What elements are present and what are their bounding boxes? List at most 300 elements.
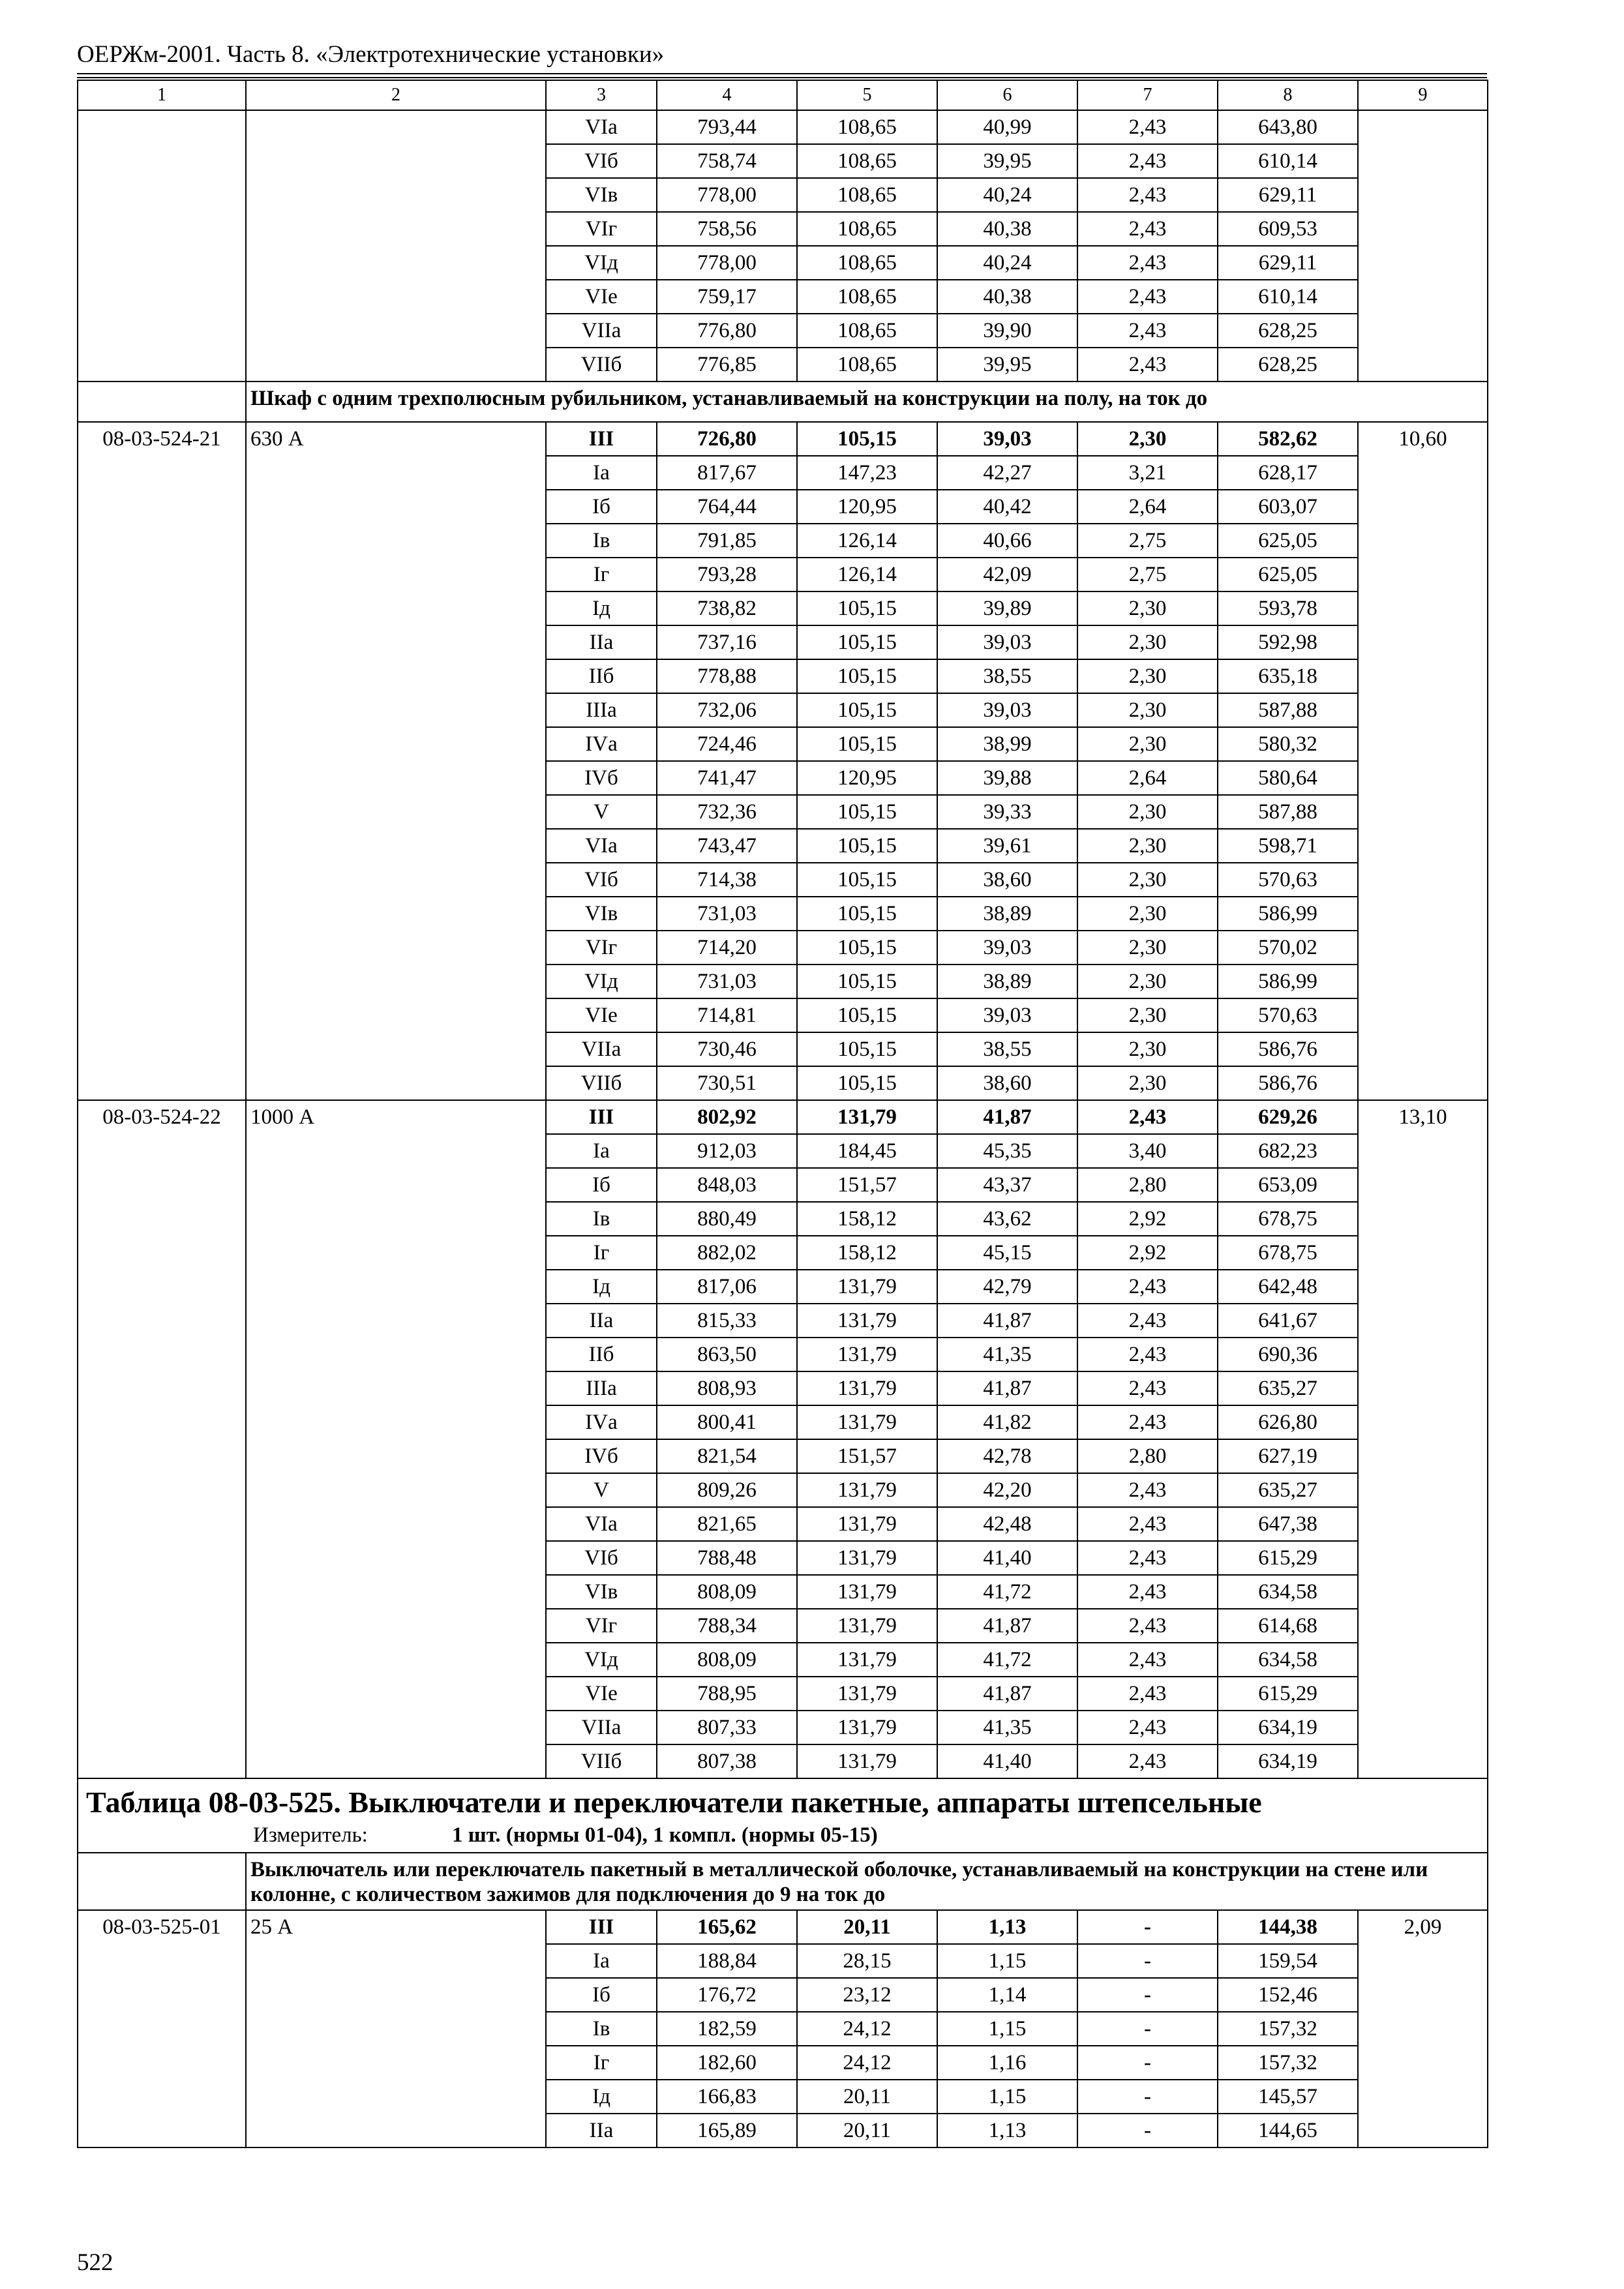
value-col6: 1,15 [937, 2012, 1077, 2046]
value-col4: 188,84 [657, 1944, 797, 1978]
value-col7: 3,40 [1077, 1134, 1218, 1168]
value-col7: 2,30 [1077, 829, 1218, 863]
name-cell: 630 А [246, 422, 546, 1100]
value-col4: 724,46 [657, 727, 797, 761]
value-col8: 634,58 [1218, 1575, 1358, 1609]
variant-cell: VIв [546, 178, 657, 212]
value-col8: 152,46 [1218, 1978, 1358, 2012]
page-header: ОЕРЖм-2001. Часть 8. «Электротехнические установки» [77, 41, 665, 68]
value-col4: 776,80 [657, 314, 797, 348]
variant-cell: VIв [546, 897, 657, 931]
variant-cell: Iг [546, 2046, 657, 2080]
table-title: Таблица 08-03-525. Выключатели и переключатели пакетные, аппараты штепсельные [86, 1786, 1262, 1819]
value-col7: - [1077, 1944, 1218, 1978]
variant-cell: VIг [546, 212, 657, 246]
value-col5: 131,79 [797, 1304, 937, 1338]
value-col7: - [1077, 2080, 1218, 2114]
value-col5: 28,15 [797, 1944, 937, 1978]
value-col4: 808,93 [657, 1371, 797, 1405]
value-col8: 682,23 [1218, 1134, 1358, 1168]
value-col4: 882,02 [657, 1236, 797, 1270]
value-col6: 39,03 [937, 422, 1077, 456]
value-col5: 108,65 [797, 110, 937, 144]
table-row [78, 422, 1488, 456]
value-col4: 809,26 [657, 1473, 797, 1507]
value-col7: 2,43 [1077, 1541, 1218, 1575]
value-col5: 20,11 [797, 1910, 937, 1944]
variant-cell: Iд [546, 2080, 657, 2114]
value-col8: 580,64 [1218, 761, 1358, 795]
value-col8: 642,48 [1218, 1270, 1358, 1304]
value-col8: 587,88 [1218, 795, 1358, 829]
table-row [78, 1100, 1488, 1134]
value-col7: 2,75 [1077, 558, 1218, 591]
value-col6: 41,40 [937, 1744, 1077, 1778]
value-col5: 147,23 [797, 456, 937, 490]
value-col4: 165,89 [657, 2114, 797, 2147]
value-col8: 615,29 [1218, 1677, 1358, 1711]
value-col6: 39,03 [937, 625, 1077, 659]
value-col7: 2,43 [1077, 1473, 1218, 1507]
variant-cell: VIд [546, 965, 657, 998]
value-col4: 166,83 [657, 2080, 797, 2114]
value-col7: 2,30 [1077, 1066, 1218, 1100]
value-col8: 647,38 [1218, 1507, 1358, 1541]
value-col7: 2,43 [1077, 314, 1218, 348]
value-col7: - [1077, 1910, 1218, 1944]
value-col6: 41,87 [937, 1100, 1077, 1134]
value-col6: 38,55 [937, 659, 1077, 693]
value-col5: 105,15 [797, 422, 937, 456]
variant-cell: Iа [546, 1134, 657, 1168]
value-col5: 158,12 [797, 1202, 937, 1236]
code-cell: 08-03-524-21 [78, 422, 246, 1100]
value-col8: 570,63 [1218, 863, 1358, 897]
value-col7: 2,30 [1077, 863, 1218, 897]
value-col7: 2,43 [1077, 1100, 1218, 1134]
value-col5: 105,15 [797, 1032, 937, 1066]
value-col7: 2,64 [1077, 490, 1218, 524]
value-col5: 105,15 [797, 659, 937, 693]
value-col8: 629,11 [1218, 246, 1358, 280]
value-col6: 45,15 [937, 1236, 1077, 1270]
variant-cell: III [546, 422, 657, 456]
value-col6: 40,42 [937, 490, 1077, 524]
value-col4: 741,47 [657, 761, 797, 795]
value-col6: 42,27 [937, 456, 1077, 490]
value-col6: 38,55 [937, 1032, 1077, 1066]
value-col6: 41,72 [937, 1643, 1077, 1677]
value-col5: 131,79 [797, 1473, 937, 1507]
value-col5: 126,14 [797, 524, 937, 558]
value-col7: 2,43 [1077, 1711, 1218, 1744]
column-number: 9 [1358, 80, 1488, 110]
value-col8: 614,68 [1218, 1609, 1358, 1643]
column-number: 3 [546, 80, 657, 110]
value-col4: 817,06 [657, 1270, 797, 1304]
value-col7: 2,43 [1077, 110, 1218, 144]
value-col8: 634,19 [1218, 1711, 1358, 1744]
value-col7: 2,43 [1077, 178, 1218, 212]
section-title-row [78, 382, 1488, 422]
value-col4: 815,33 [657, 1304, 797, 1338]
value-col8: 145,57 [1218, 2080, 1358, 2114]
variant-cell: Iв [546, 1202, 657, 1236]
value-col6: 1,16 [937, 2046, 1077, 2080]
table-row [78, 1910, 1488, 1944]
column-number: 8 [1218, 80, 1358, 110]
column-number: 2 [246, 80, 546, 110]
value-col6: 38,99 [937, 727, 1077, 761]
value-col6: 39,88 [937, 761, 1077, 795]
value-col5: 131,79 [797, 1744, 937, 1778]
value-col8: 144,38 [1218, 1910, 1358, 1944]
value-col8: 570,02 [1218, 931, 1358, 965]
value-col6: 41,87 [937, 1609, 1077, 1643]
value-col4: 778,00 [657, 246, 797, 280]
value-col7: 2,30 [1077, 965, 1218, 998]
value-col4: 730,46 [657, 1032, 797, 1066]
value-col7: - [1077, 1978, 1218, 2012]
section-spacer [78, 1853, 246, 1910]
value-col8: 635,27 [1218, 1371, 1358, 1405]
value-col7: 2,30 [1077, 659, 1218, 693]
section-spacer [78, 382, 246, 422]
value-col7: 2,43 [1077, 1405, 1218, 1439]
variant-cell: VIа [546, 1507, 657, 1541]
value-col6: 40,24 [937, 178, 1077, 212]
value-col8: 615,29 [1218, 1541, 1358, 1575]
value-col6: 39,90 [937, 314, 1077, 348]
value-col8: 643,80 [1218, 110, 1358, 144]
value-col8: 635,27 [1218, 1473, 1358, 1507]
value-col6: 38,89 [937, 897, 1077, 931]
value-col4: 731,03 [657, 965, 797, 998]
value-col8: 634,58 [1218, 1643, 1358, 1677]
value-col5: 108,65 [797, 144, 937, 178]
value-col5: 120,95 [797, 490, 937, 524]
value-col4: 776,85 [657, 348, 797, 382]
value-col5: 105,15 [797, 1066, 937, 1100]
variant-cell: IVа [546, 1405, 657, 1439]
value-col4: 808,09 [657, 1643, 797, 1677]
value-col6: 39,03 [937, 998, 1077, 1032]
variant-cell: VIб [546, 1541, 657, 1575]
value-col6: 40,38 [937, 280, 1077, 314]
value-col4: 182,60 [657, 2046, 797, 2080]
value-col4: 743,47 [657, 829, 797, 863]
value-col7: 2,43 [1077, 1677, 1218, 1711]
value-col4: 880,49 [657, 1202, 797, 1236]
value-col6: 1,13 [937, 1910, 1077, 1944]
value-col5: 20,11 [797, 2080, 937, 2114]
rates-table [77, 80, 1488, 2148]
variant-cell: VIIб [546, 1744, 657, 1778]
value-col7: 2,43 [1077, 1270, 1218, 1304]
value-col4: 807,38 [657, 1744, 797, 1778]
value-col8: 586,76 [1218, 1032, 1358, 1066]
col9-cell: 13,10 [1358, 1100, 1488, 1778]
value-col4: 714,81 [657, 998, 797, 1032]
value-col5: 131,79 [797, 1507, 937, 1541]
variant-cell: IVб [546, 1439, 657, 1473]
value-col6: 40,99 [937, 110, 1077, 144]
value-col7: 3,21 [1077, 456, 1218, 490]
column-number: 1 [78, 80, 246, 110]
value-col6: 42,48 [937, 1507, 1077, 1541]
col9-cell [1358, 110, 1488, 382]
code-cell [78, 110, 246, 382]
variant-cell: IIа [546, 625, 657, 659]
value-col6: 42,20 [937, 1473, 1077, 1507]
value-col7: 2,30 [1077, 693, 1218, 727]
column-number: 4 [657, 80, 797, 110]
value-col6: 38,89 [937, 965, 1077, 998]
value-col8: 593,78 [1218, 591, 1358, 625]
value-col4: 731,03 [657, 897, 797, 931]
value-col7: 2,43 [1077, 1643, 1218, 1677]
value-col6: 39,03 [937, 693, 1077, 727]
value-col7: 2,43 [1077, 1507, 1218, 1541]
value-col5: 131,79 [797, 1643, 937, 1677]
value-col6: 42,79 [937, 1270, 1077, 1304]
variant-cell: V [546, 1473, 657, 1507]
value-col6: 40,38 [937, 212, 1077, 246]
column-number-row [78, 80, 1488, 110]
value-col7: 2,30 [1077, 591, 1218, 625]
variant-cell: VIе [546, 998, 657, 1032]
code-cell: 08-03-525-01 [78, 1910, 246, 2147]
variant-cell: VIIа [546, 314, 657, 348]
value-col8: 641,67 [1218, 1304, 1358, 1338]
value-col8: 627,19 [1218, 1439, 1358, 1473]
value-col6: 38,60 [937, 1066, 1077, 1100]
value-col8: 626,80 [1218, 1405, 1358, 1439]
value-col8: 609,53 [1218, 212, 1358, 246]
column-number: 7 [1077, 80, 1218, 110]
value-col5: 105,15 [797, 965, 937, 998]
value-col8: 625,05 [1218, 558, 1358, 591]
variant-cell: VIа [546, 110, 657, 144]
value-col5: 105,15 [797, 863, 937, 897]
value-col4: 732,06 [657, 693, 797, 727]
value-col6: 39,33 [937, 795, 1077, 829]
value-col7: - [1077, 2114, 1218, 2147]
value-col6: 1,15 [937, 2080, 1077, 2114]
value-col6: 42,78 [937, 1439, 1077, 1473]
value-col6: 39,89 [937, 591, 1077, 625]
value-col8: 678,75 [1218, 1202, 1358, 1236]
value-col7: 2,43 [1077, 1371, 1218, 1405]
variant-cell: Iд [546, 1270, 657, 1304]
value-col7: 2,92 [1077, 1202, 1218, 1236]
variant-cell: IIа [546, 1304, 657, 1338]
value-col4: 738,82 [657, 591, 797, 625]
value-col5: 151,57 [797, 1439, 937, 1473]
value-col8: 582,62 [1218, 422, 1358, 456]
value-col4: 758,56 [657, 212, 797, 246]
variant-cell: VIIа [546, 1032, 657, 1066]
value-col7: 2,43 [1077, 1609, 1218, 1643]
column-number: 6 [937, 80, 1077, 110]
value-col5: 105,15 [797, 829, 937, 863]
value-col5: 108,65 [797, 280, 937, 314]
value-col5: 24,12 [797, 2012, 937, 2046]
value-col8: 625,05 [1218, 524, 1358, 558]
col9-cell: 2,09 [1358, 1910, 1488, 2147]
variant-cell: Iд [546, 591, 657, 625]
value-col5: 158,12 [797, 1236, 937, 1270]
value-col6: 43,62 [937, 1202, 1077, 1236]
value-col4: 848,03 [657, 1168, 797, 1202]
variant-cell: VIа [546, 829, 657, 863]
value-col5: 105,15 [797, 693, 937, 727]
section-title-row [78, 1853, 1488, 1910]
value-col6: 41,72 [937, 1575, 1077, 1609]
column-number: 5 [797, 80, 937, 110]
value-col8: 586,99 [1218, 965, 1358, 998]
variant-cell: IVб [546, 761, 657, 795]
value-col4: 737,16 [657, 625, 797, 659]
value-col5: 151,57 [797, 1168, 937, 1202]
value-col7: 2,43 [1077, 1338, 1218, 1371]
value-col4: 176,72 [657, 1978, 797, 2012]
value-col5: 131,79 [797, 1609, 937, 1643]
value-col8: 634,19 [1218, 1744, 1358, 1778]
value-col5: 131,79 [797, 1677, 937, 1711]
value-col6: 1,15 [937, 1944, 1077, 1978]
value-col7: 2,43 [1077, 1304, 1218, 1338]
value-col4: 788,48 [657, 1541, 797, 1575]
value-col6: 39,95 [937, 348, 1077, 382]
variant-cell: Iг [546, 558, 657, 591]
value-col5: 23,12 [797, 1978, 937, 2012]
value-col6: 43,37 [937, 1168, 1077, 1202]
value-col5: 126,14 [797, 558, 937, 591]
value-col8: 159,54 [1218, 1944, 1358, 1978]
name-cell: 25 А [246, 1910, 546, 2147]
variant-cell: VIд [546, 1643, 657, 1677]
value-col4: 182,59 [657, 2012, 797, 2046]
value-col7: 2,92 [1077, 1236, 1218, 1270]
value-col8: 653,09 [1218, 1168, 1358, 1202]
value-col4: 863,50 [657, 1338, 797, 1371]
section-title: Выключатель или переключатель пакетный в металлической оболочке, устанавливаемый на конструкции на стене или колонне, с количеством зажимов для подключения до 9 на ток до [246, 1853, 1488, 1910]
value-col4: 788,34 [657, 1609, 797, 1643]
name-cell [246, 110, 546, 382]
value-col5: 131,79 [797, 1405, 937, 1439]
code-cell: 08-03-524-22 [78, 1100, 246, 1778]
value-col8: 690,36 [1218, 1338, 1358, 1371]
value-col6: 45,35 [937, 1134, 1077, 1168]
value-col4: 807,33 [657, 1711, 797, 1744]
value-col4: 778,88 [657, 659, 797, 693]
value-col4: 764,44 [657, 490, 797, 524]
value-col5: 131,79 [797, 1711, 937, 1744]
table-row [78, 110, 1488, 144]
value-col5: 105,15 [797, 931, 937, 965]
value-col4: 800,41 [657, 1405, 797, 1439]
value-col5: 108,65 [797, 178, 937, 212]
value-col4: 821,54 [657, 1439, 797, 1473]
value-col5: 131,79 [797, 1100, 937, 1134]
value-col8: 144,65 [1218, 2114, 1358, 2147]
variant-cell: VIе [546, 280, 657, 314]
value-col6: 40,66 [937, 524, 1077, 558]
name-cell: 1000 А [246, 1100, 546, 1778]
value-col6: 41,35 [937, 1338, 1077, 1371]
variant-cell: Iв [546, 2012, 657, 2046]
value-col5: 120,95 [797, 761, 937, 795]
value-col7: 2,43 [1077, 246, 1218, 280]
value-col8: 603,07 [1218, 490, 1358, 524]
value-col5: 105,15 [797, 998, 937, 1032]
value-col4: 817,67 [657, 456, 797, 490]
value-col7: 2,43 [1077, 212, 1218, 246]
variant-cell: IIб [546, 659, 657, 693]
value-col6: 41,82 [937, 1405, 1077, 1439]
value-col5: 105,15 [797, 795, 937, 829]
value-col5: 131,79 [797, 1338, 937, 1371]
value-col4: 758,74 [657, 144, 797, 178]
value-col7: 2,30 [1077, 1032, 1218, 1066]
value-col5: 20,11 [797, 2114, 937, 2147]
header-rule [77, 73, 1487, 74]
header-rule-double [77, 77, 1487, 78]
variant-cell: IIIа [546, 693, 657, 727]
variant-cell: VIIб [546, 1066, 657, 1100]
variant-cell: VIг [546, 1609, 657, 1643]
variant-cell: Iг [546, 1236, 657, 1270]
value-col5: 108,65 [797, 246, 937, 280]
value-col7: 2,43 [1077, 1575, 1218, 1609]
value-col4: 778,00 [657, 178, 797, 212]
value-col4: 802,92 [657, 1100, 797, 1134]
value-col7: 2,30 [1077, 897, 1218, 931]
variant-cell: IIIа [546, 1371, 657, 1405]
value-col7: 2,80 [1077, 1439, 1218, 1473]
variant-cell: V [546, 795, 657, 829]
value-col6: 39,03 [937, 931, 1077, 965]
value-col4: 726,80 [657, 422, 797, 456]
value-col4: 821,65 [657, 1507, 797, 1541]
value-col8: 629,26 [1218, 1100, 1358, 1134]
value-col4: 912,03 [657, 1134, 797, 1168]
variant-cell: Iб [546, 490, 657, 524]
value-col6: 41,35 [937, 1711, 1077, 1744]
col9-cell: 10,60 [1358, 422, 1488, 1100]
value-col6: 41,87 [937, 1371, 1077, 1405]
variant-cell: VIIа [546, 1711, 657, 1744]
variant-cell: IVа [546, 727, 657, 761]
variant-cell: IIб [546, 1338, 657, 1371]
variant-cell: Iб [546, 1168, 657, 1202]
value-col5: 105,15 [797, 897, 937, 931]
page-number: 522 [77, 2249, 113, 2276]
table-title-row [78, 1778, 1488, 1853]
value-col5: 105,15 [797, 625, 937, 659]
value-col6: 1,14 [937, 1978, 1077, 2012]
value-col4: 808,09 [657, 1575, 797, 1609]
section-title: Шкаф с одним трехполюсным рубильником, устанавливаемый на конструкции на полу, на ток до [246, 382, 1488, 422]
value-col7: 2,30 [1077, 727, 1218, 761]
value-col7: 2,75 [1077, 524, 1218, 558]
value-col7: 2,43 [1077, 144, 1218, 178]
value-col7: 2,80 [1077, 1168, 1218, 1202]
value-col8: 598,71 [1218, 829, 1358, 863]
value-col7: 2,43 [1077, 280, 1218, 314]
variant-cell: VIе [546, 1677, 657, 1711]
